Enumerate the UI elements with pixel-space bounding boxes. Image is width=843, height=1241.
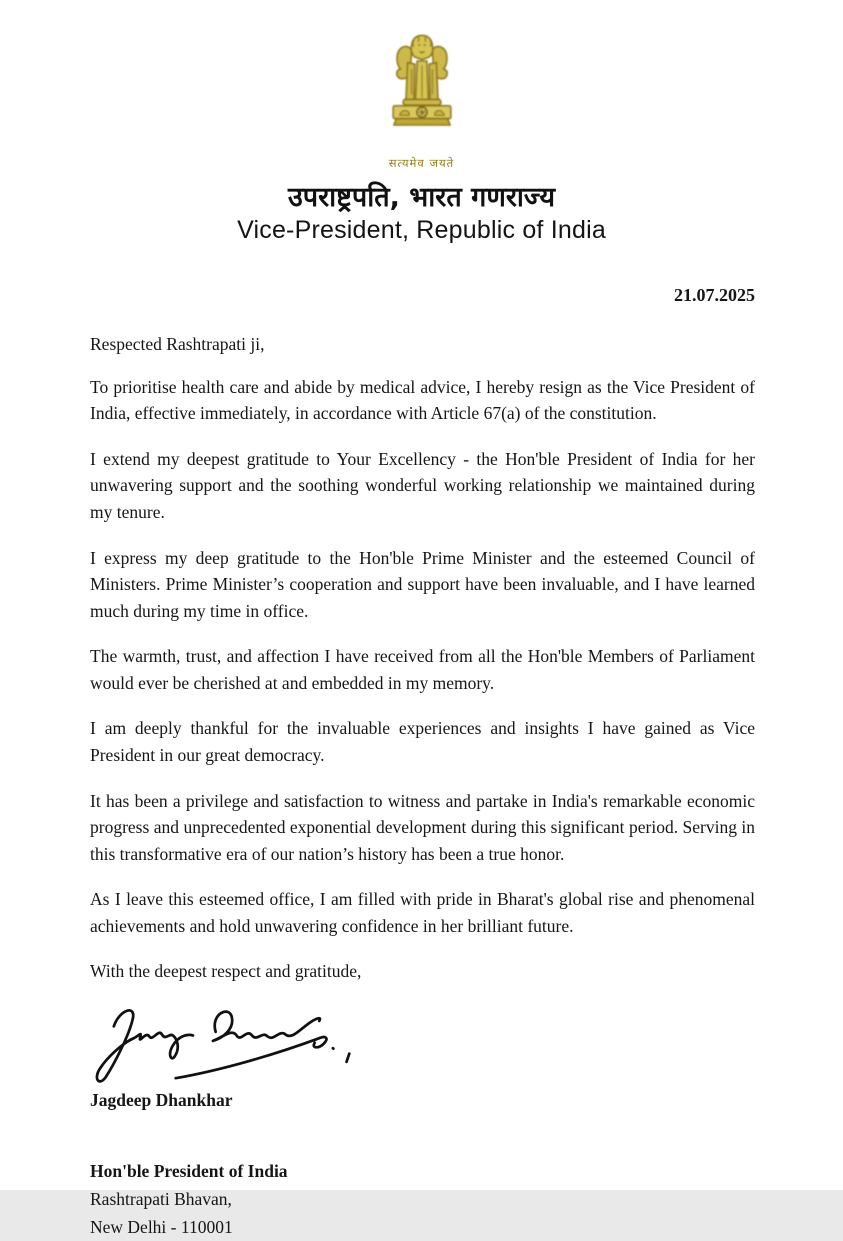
salutation: Respected Rashtrapati ji, bbox=[90, 333, 265, 354]
paragraph-farewell: As I leave this esteemed office, I am filled with pride in Bharat's global rise and phenomenal achievements and hold unwavering confidence in her brilliant future. bbox=[90, 889, 755, 937]
paragraph-parliament: The warmth, trust, and affection I have received from all the Hon'ble Members of Parliament would ever be cherished at and embedded in my memory. bbox=[90, 646, 755, 693]
letter-body bbox=[90, 285, 755, 1241]
recipient-address-block bbox=[90, 1157, 755, 1241]
recipient-address-line2: New Delhi - 110001 bbox=[90, 1216, 233, 1237]
paragraph-thankful: I am deeply thankful for the invaluable experiences and insights I have gained as Vice President in our great democracy. bbox=[90, 718, 755, 766]
paragraph-resignation: To prioritise health care and abide by medical advice, I hereby resign as the Vice President of India, effective immediately, in accordance with Article 67(a) of the constitution. bbox=[90, 376, 755, 424]
letterhead bbox=[0, 0, 843, 245]
letter-date: 21.07.2025 bbox=[674, 284, 755, 305]
recipient-name: Hon'ble President of India bbox=[90, 1160, 288, 1181]
paragraph-privilege: It has been a privilege and satisfaction to witness and partake in India's remarkable economic progress and unprecedented exponential development during this significant period. Serving in this transformative era of our nation’s history has been a true honor. bbox=[90, 790, 755, 864]
paragraph-gratitude-president: I extend my deepest gratitude to Your Excellency - the Hon'ble President of India for her unwavering support and the soothing wonderful working relationship we maintained during my tenure. bbox=[90, 448, 755, 522]
office-title-english: Vice-President, Republic of India bbox=[237, 215, 606, 244]
emblem-motto-text: सत्यमेव जयते bbox=[388, 156, 455, 170]
paragraph-gratitude-pm: I express my deep gratitude to the Hon'ble Prime Minister and the esteemed Council of Ministers. Prime Minister’s cooperation and support have been invaluable, and I have learned much during my time in office. bbox=[90, 547, 755, 621]
recipient-address-line1: Rashtrapati Bhavan, bbox=[90, 1188, 232, 1209]
office-title-hindi: उपराष्ट्रपति, भारत गणराज्य bbox=[288, 181, 555, 213]
state-emblem-of-india-icon bbox=[374, 28, 470, 150]
closing-line: With the deepest respect and gratitude, bbox=[90, 960, 362, 981]
signature-image bbox=[82, 990, 382, 1090]
sender-name: Jagdeep Dhankhar bbox=[90, 1089, 233, 1110]
